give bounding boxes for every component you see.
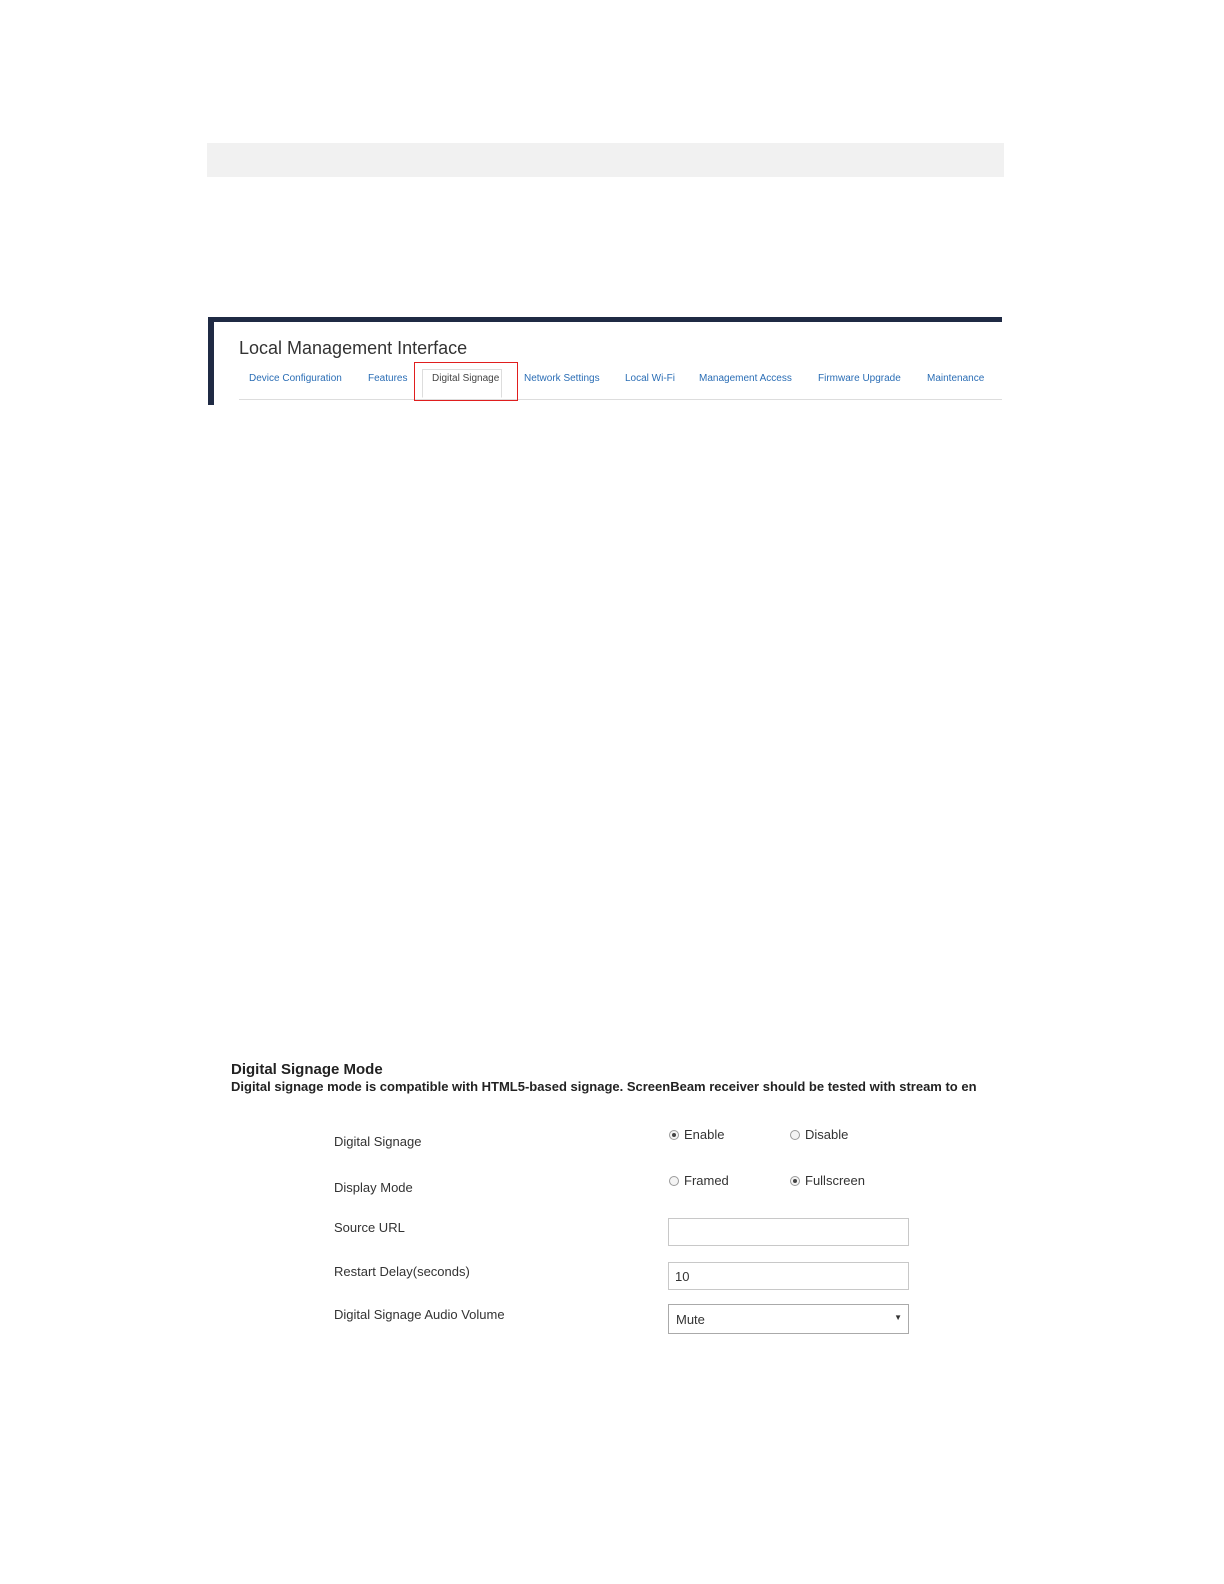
caret-down-icon: ▼ <box>894 1313 902 1322</box>
radio-checked-icon <box>790 1176 800 1186</box>
framed-radio-label: Framed <box>684 1173 729 1188</box>
tab-firmware-upgrade[interactable]: Firmware Upgrade <box>818 373 901 384</box>
section-title: Digital Signage Mode <box>231 1061 383 1078</box>
radio-unchecked-icon <box>669 1176 679 1186</box>
restart-delay-label: Restart Delay(seconds) <box>334 1264 470 1279</box>
restart-delay-input[interactable] <box>668 1262 909 1290</box>
audio-volume-label: Digital Signage Audio Volume <box>334 1307 505 1322</box>
display-mode-label: Display Mode <box>334 1180 413 1195</box>
disable-radio[interactable] <box>790 1127 848 1142</box>
tab-device-configuration[interactable]: Device Configuration <box>249 373 342 384</box>
tab-features[interactable]: Features <box>368 373 408 384</box>
tab-network-settings[interactable]: Network Settings <box>524 373 600 384</box>
top-banner-bar <box>207 143 1004 177</box>
tab-management-access[interactable]: Management Access <box>699 373 792 384</box>
enable-radio-label: Enable <box>684 1127 725 1142</box>
source-url-input[interactable] <box>668 1218 909 1246</box>
fullscreen-radio-label: Fullscreen <box>805 1173 865 1188</box>
app-title: Local Management Interface <box>239 338 468 358</box>
fullscreen-radio[interactable] <box>790 1173 865 1188</box>
lmi-header-screenshot <box>208 317 1002 405</box>
radio-unchecked-icon <box>790 1130 800 1140</box>
source-url-label: Source URL <box>334 1220 405 1235</box>
digital-signage-label: Digital Signage <box>334 1134 422 1149</box>
section-description: Digital signage mode is compatible with HTML5-based signage. ScreenBeam receiver should be tested with stream to en <box>231 1079 977 1094</box>
enable-radio[interactable] <box>669 1127 724 1142</box>
radio-checked-icon <box>669 1130 679 1140</box>
digital-signage-form-screenshot <box>226 1057 1003 1347</box>
disable-radio-label: Disable <box>805 1127 849 1142</box>
audio-volume-selected-value: Mute <box>676 1312 705 1327</box>
tab-maintenance[interactable]: Maintenance <box>927 373 985 384</box>
audio-volume-select[interactable] <box>668 1304 909 1334</box>
framed-radio[interactable] <box>669 1173 729 1188</box>
tab-local-wifi[interactable]: Local Wi-Fi <box>625 373 676 384</box>
nav-tabs <box>239 364 1002 400</box>
tab-digital-signage[interactable]: Digital Signage <box>432 373 500 384</box>
